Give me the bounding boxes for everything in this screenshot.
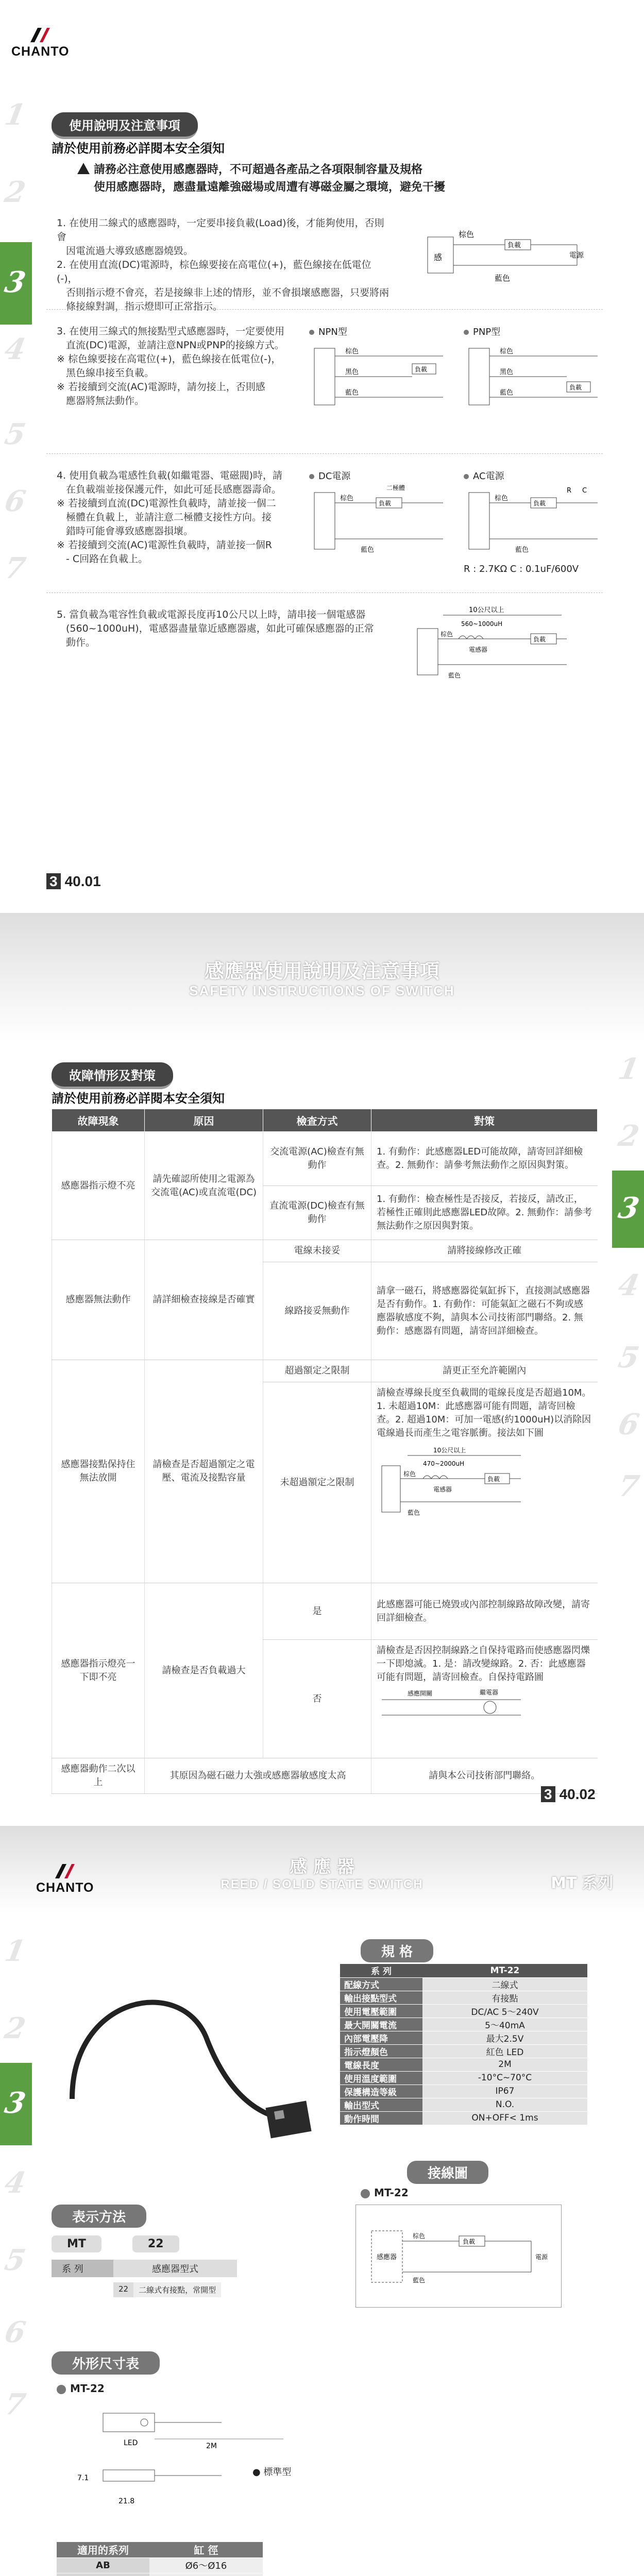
svg-text:負載: 負載 xyxy=(379,500,392,507)
page-40-02 xyxy=(0,913,644,1826)
self-hold-circuit xyxy=(377,1684,531,1725)
side-number: 4 xyxy=(2,332,28,366)
svg-text:負載: 負載 xyxy=(533,636,546,643)
svg-text:棕色: 棕色 xyxy=(413,2232,426,2240)
brand-name: CHANTO xyxy=(36,1880,94,1895)
page-number: 3 40.02 xyxy=(541,1786,596,1803)
svg-text:繼電器: 繼電器 xyxy=(480,1689,499,1696)
item-3-text: 3. 在使用三線式的無接點型式感應器時，一定要使用 直流(DC)電源，並請注意NPN或PNP的接線方式。 ※ 棕色線要接在高電位(+)，藍色線接在低電位(-)， 黑色線串接至負載。 ※ 若接續到交流(AC)電源時，請勿接上，否則感 應器將無法動作。 xyxy=(57,326,285,406)
svg-text:負載: 負載 xyxy=(569,384,582,391)
svg-text:電感器: 電感器 xyxy=(433,1486,452,1493)
svg-text:棕色: 棕色 xyxy=(495,495,509,502)
svg-text:棕色: 棕色 xyxy=(440,631,453,638)
standard-type-label: ● 標準型 xyxy=(252,2467,292,2478)
ac-load-diagram: AC電源 負載 R C 棕色 藍色 R : 2.7KΩ C : 0.1uF/600V xyxy=(464,469,618,572)
svg-text:2M: 2M xyxy=(206,2442,217,2450)
svg-text:21.8: 21.8 xyxy=(118,2497,135,2505)
svg-text:黑色: 黑色 xyxy=(500,368,514,376)
dimension-drawing xyxy=(57,2403,325,2516)
wiring-title: 接線圖 xyxy=(407,2161,488,2184)
svg-text:藍色: 藍色 xyxy=(515,546,529,554)
wiring-diagram xyxy=(422,216,598,294)
page-heading: 請於使用前務必詳閱本安全須知 xyxy=(52,1091,225,1106)
banner-title: 感 應 器 xyxy=(290,1857,354,1877)
logo-icon xyxy=(53,1862,77,1880)
side-index: 1 2 3 4 5 6 7 xyxy=(608,913,644,1826)
svg-text:藍色: 藍色 xyxy=(408,1509,420,1516)
inductor-diagram xyxy=(377,1445,531,1522)
page-heading: 請於使用前務必詳閱本安全須知 xyxy=(52,141,225,156)
side-number-active: 3 xyxy=(2,265,28,299)
product-photo xyxy=(52,1944,340,2171)
item-4-text: 4. 使用負載為電感性負載(如繼電器、電磁閥)時，請 在負載端並接保護元件，如此可延長感應器壽命。 ※ 若接續到直流(DC)電源性負載時，請並接一個二 極體在負載上，並請注意二極體支接性方向。接 錯時可能會導致感應器損壞。 ※ 若接續到交流(AC)電源性負載時，請並接一個R - C回路在負載上。 xyxy=(57,470,282,565)
warning-text: 使用感應器時，應盡量遠離強磁場或周遭有導磁金屬之環境，避免干擾 xyxy=(94,181,446,194)
warning-icon xyxy=(77,163,90,174)
svg-text:棕色: 棕色 xyxy=(403,1470,416,1478)
svg-text:感應開關: 感應開關 xyxy=(408,1690,433,1697)
svg-text:電源: 電源 xyxy=(569,251,584,260)
svg-text:藍色: 藍色 xyxy=(448,672,461,679)
svg-text:棕色: 棕色 xyxy=(459,230,474,239)
dimension-title: 外形尺寸表 xyxy=(52,2351,160,2375)
spec-table: 系 列 MT-22 配線方式 二線式 輸出接點型式 有接點 使用電壓範圍 DC/AC 5～240V 最大開關電流 5～40mA 內部電壓降 最大2.5V 指示燈顏色 紅色 LED 電線長度 2M 使用溫度範圍 -10°C~70°C 保護構造等級 IP67 輸出型式 N.O. 動作時間 ON+OFF< 1ms xyxy=(340,1964,587,2125)
side-index: 1 2 3 4 5 6 7 xyxy=(0,1924,36,2576)
side-index xyxy=(0,88,36,913)
svg-text:560~1000uH: 560~1000uH xyxy=(461,620,503,628)
svg-text:棕色: 棕色 xyxy=(500,348,514,355)
svg-text:LED: LED xyxy=(124,2439,138,2447)
dc-load-diagram: DC電源 二極體 負載 棕色 藍色 xyxy=(309,469,464,572)
inductor-diagram xyxy=(412,603,582,690)
side-number: 1 xyxy=(2,98,28,132)
svg-text:棕色: 棕色 xyxy=(340,495,354,502)
pnp-diagram: PNP型 棕色 黑色 藍色 負載 xyxy=(464,325,618,417)
svg-text:負載: 負載 xyxy=(487,1476,500,1483)
svg-text:負載: 負載 xyxy=(463,2238,476,2245)
svg-text:負載: 負載 xyxy=(507,242,521,249)
brand-logo xyxy=(11,26,69,59)
svg-text:藍色: 藍色 xyxy=(413,2277,426,2284)
page-banner xyxy=(0,1826,644,1913)
svg-text:10公尺以上: 10公尺以上 xyxy=(433,1447,466,1454)
section-title: 故障情形及對策 xyxy=(52,1062,173,1089)
svg-text:C: C xyxy=(582,487,587,495)
svg-text:負載: 負載 xyxy=(533,500,546,507)
svg-text:7.1: 7.1 xyxy=(77,2474,89,2482)
banner-subtitle: REED / SOLID STATE SWITCH xyxy=(221,1877,423,1891)
series-name: MT 系列 xyxy=(551,1874,613,1892)
page-number: 3 40.01 xyxy=(46,873,101,890)
side-number: 2 xyxy=(2,175,28,209)
side-number: 7 xyxy=(2,551,28,585)
npn-diagram: NPN型 棕色 黑色 藍色 負載 xyxy=(309,325,464,417)
logo-icon xyxy=(28,26,52,44)
item-5-text: 5. 當負載為電容性負載或電源長度再10公尺以上時，請串接一個電感器 (560~1000uH)，電感器盡量靠近感應器處，如此可確保感應器的正常 動作。 xyxy=(57,609,374,648)
side-number: 6 xyxy=(2,484,28,518)
svg-text:藍色: 藍色 xyxy=(361,546,375,554)
svg-text:感應器: 感應器 xyxy=(377,2253,397,2261)
wiring-model: MT-22 xyxy=(361,2187,409,2199)
warning-text: 請務必注意使用感應器時，不可超過各產品之各項限制容量及規格 xyxy=(94,163,423,176)
svg-text:感: 感 xyxy=(434,252,443,262)
banner-subtitle: SAFETY INSTRUCTIONS OF SWITCH xyxy=(189,983,455,998)
notation-title: 表示方法 xyxy=(52,2205,146,2228)
banner-title: 感應器使用說明及注意事項 xyxy=(204,960,439,982)
item-1-text: 1. 在使用二線式的感應器時，一定要串接負載(Load)後，才能夠使用，否則會 因電流過大導致感應器燒毀。 2. 在使用直流(DC)電源時，棕色線要接在高電位(+)，藍色線接在低電位(-)， 否則指示燈不會亮，若是接線非上述的情形，並不會損壞感應器，只要將兩 條接線對調，指示燈即可正常指示。 xyxy=(57,217,389,312)
section-title: 使用說明及注意事項 xyxy=(52,112,198,139)
page-banner xyxy=(0,913,644,1042)
cylinder-table: 適用的系列 缸 徑 AB Ø6～Ø16 xyxy=(57,2542,263,2576)
notation-block: MT 22 系 列 感應器型式 22 二線式有接點，常開型 xyxy=(52,2235,258,2297)
troubleshooting-table: 故障現象 原因 檢查方式 對策 感應器指示燈不亮 請先確認所使用之電源為交流電(AC)或直流電(DC) 交流電源(AC)檢查有無動作 1. 有動作：此感應器LED可能故障，請寄回詳細檢查。2. 無動作：請參考無法動作之原因與對策。 直流電源(DC)檢查有無動作 1. 有動作：檢查極性是否接反，若接反，請改正，若極性正確則此感應器LED故障。2. 無動作：請參考無法動作之原因與對策。 感應器無法動作 請詳細檢查接線是否確實 電線未接妥 請將接線修改正確 線路接妥無動作 請拿一磁石，將感應器從氣缸拆下，直接測試感應器是否有動作。1. 有動作：可能氣缸之磁石不夠或感應器敏感度不夠，請與本公司技術部門聯絡。2. 無動作：感應器有問題，請寄回詳細檢查。 感應器接點保持住無法放開 請檢查是否超過額定之電壓、電流及接點容量 超過額定之限制 請更正至允許範圍內 未超過額定之限制 請檢查導線長度至負載間的電線長度是否超過10M。1. 未超過10M：此感應器可能有問題，請寄回檢查。2. 超過10M：可加一電感(約1000uH)以消除因電線過長而產生之電容脈衝。接法如下圖 10公尺以上 470~2000uH 棕色 負載 電感器 藍色 感應器指示燈亮一下即不亮 請檢查是否負載過大 是 此感應器可能已燒毀或內部控制線路故障改變，請寄回詳細檢查。 否 請檢查是否因控制線路之自保持電路而使感應器閃爍一下即熄滅。1. 是：請改變線路。2. 否：此感應器可能有問題，請寄回檢查。自保持電路圖 感應開關 繼電器 感應器動作二次以上 其原因為磁石磁力太強或感應器敏感度太高 請與本公司技術部門聯絡。 xyxy=(52,1109,598,1794)
svg-text:棕色: 棕色 xyxy=(345,348,359,355)
svg-text:黑色: 黑色 xyxy=(345,368,359,376)
page-40-01 xyxy=(0,0,644,913)
brand-name: CHANTO xyxy=(11,44,70,59)
svg-text:藍色: 藍色 xyxy=(500,389,514,397)
dimension-model: MT-22 xyxy=(57,2382,105,2395)
brand-logo xyxy=(36,1862,94,1895)
svg-text:藍色: 藍色 xyxy=(495,274,511,283)
two-wire-diagram xyxy=(422,216,598,294)
svg-text:電源: 電源 xyxy=(535,2253,548,2261)
svg-text:藍色: 藍色 xyxy=(345,389,359,397)
side-number: 5 xyxy=(2,417,28,451)
svg-text:R: R xyxy=(567,487,572,495)
wiring-diagram xyxy=(355,2205,562,2308)
svg-text:負載: 負載 xyxy=(415,366,428,373)
svg-text:二極體: 二極體 xyxy=(386,484,405,492)
page-50-01 xyxy=(0,1826,644,2576)
svg-text:10公尺以上: 10公尺以上 xyxy=(469,606,504,614)
warning-block xyxy=(77,161,445,196)
svg-text:470~2000uH: 470~2000uH xyxy=(423,1460,465,1467)
rc-values: R : 2.7KΩ C : 0.1uF/600V xyxy=(464,564,579,574)
svg-text:電感器: 電感器 xyxy=(469,646,488,653)
spec-title: 規 格 xyxy=(361,1939,433,1962)
